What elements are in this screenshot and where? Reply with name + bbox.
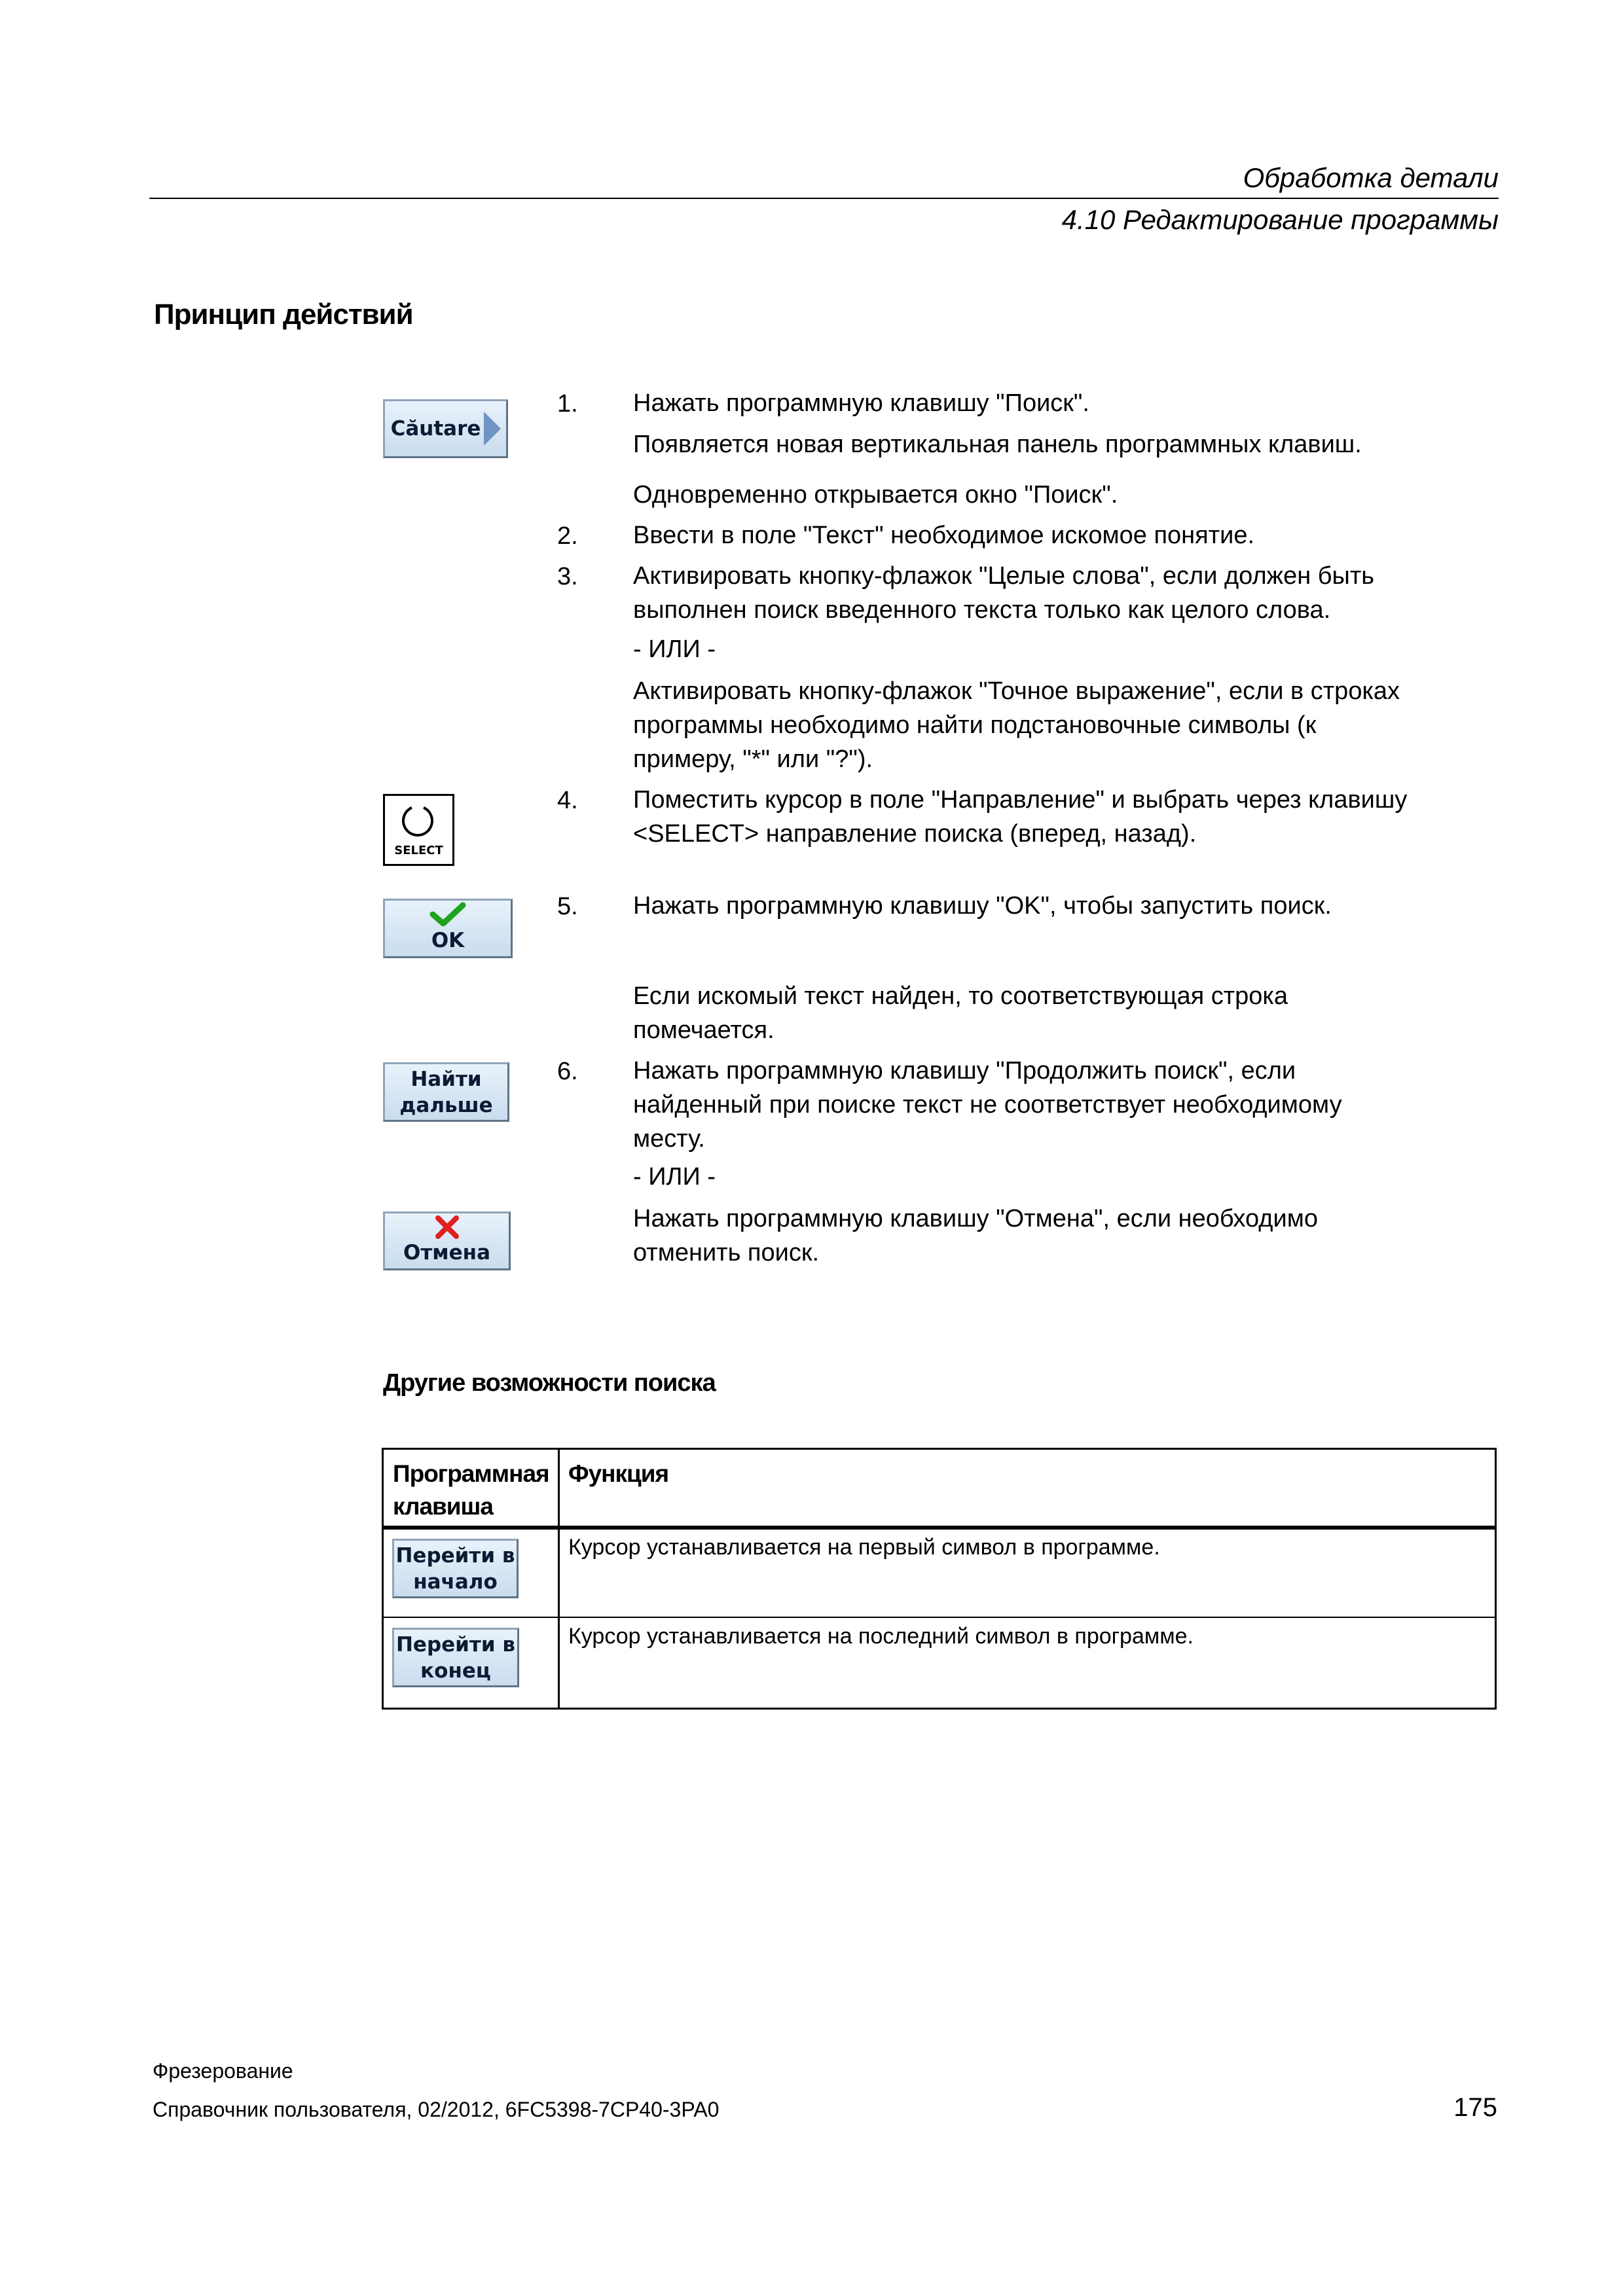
step-text: Появляется новая вертикальная панель программных клавиш. bbox=[633, 431, 1362, 458]
step-number: 2. bbox=[557, 522, 578, 550]
select-key-label: SELECT bbox=[394, 844, 443, 857]
table-cell-description: Курсор устанавливается на первый символ в программе. bbox=[568, 1535, 1160, 1560]
footer-manual-info: Справочник пользователя, 02/2012, 6FC5398-7CP40-3PA0 bbox=[153, 2098, 720, 2121]
checkmark-icon bbox=[429, 901, 467, 927]
ok-softkey-label: OK bbox=[431, 929, 465, 952]
step-text: Нажать программную клавишу "Поиск". bbox=[633, 389, 1089, 417]
step-text: Нажать программную клавишу "Продолжить поиск", если найденный при поиске текст не соответствует необходимому месту. bbox=[633, 1057, 1342, 1153]
step-text: Ввести в поле "Текст" необходимое искомое понятие. bbox=[633, 522, 1255, 549]
cancel-softkey-label: Отмена bbox=[403, 1241, 491, 1265]
subsection-heading: Другие возможности поиска bbox=[383, 1369, 716, 1397]
running-header-chapter: Обработка детали bbox=[1243, 162, 1499, 193]
cross-icon bbox=[434, 1215, 460, 1240]
find-next-label-line2: дальше bbox=[399, 1093, 493, 1117]
table-header-softkey: Программная клавиша bbox=[393, 1460, 549, 1520]
table-row-divider bbox=[384, 1617, 1495, 1618]
step-number: 5. bbox=[557, 893, 578, 920]
select-circle-icon bbox=[401, 804, 435, 838]
step-text: Поместить курсор в поле "Направление" и выбрать через клавишу <SELECT> направление поиска (вперед, назад). bbox=[633, 786, 1408, 848]
step-text: Активировать кнопку-флажок "Целые слова", если должен быть выполнен поиск введенного текста только как целого слова. bbox=[633, 562, 1375, 624]
ok-softkey[interactable] bbox=[383, 899, 513, 958]
step-text: Если искомый текст найден, то соответствующая строка помечается. bbox=[633, 982, 1288, 1044]
step-text: Нажать программную клавишу "Отмена", если необходимо отменить поиск. bbox=[633, 1205, 1318, 1266]
find-next-softkey[interactable] bbox=[383, 1062, 509, 1122]
running-header-section: 4.10 Редактирование программы bbox=[1061, 204, 1499, 235]
go-to-start-softkey[interactable]: Перейти в начало bbox=[392, 1539, 519, 1598]
select-key[interactable] bbox=[383, 794, 454, 866]
or-separator: - ИЛИ - bbox=[633, 1163, 716, 1191]
step-number: 1. bbox=[557, 390, 578, 418]
table-header-function: Функция bbox=[568, 1460, 669, 1487]
cancel-softkey[interactable] bbox=[383, 1211, 511, 1270]
page-number: 175 bbox=[1453, 2093, 1497, 2122]
section-heading: Принцип действий bbox=[154, 298, 413, 331]
arrow-right-icon bbox=[484, 412, 501, 446]
table-cell-description: Курсор устанавливается на последний символ в программе. bbox=[568, 1624, 1194, 1649]
step-text: Активировать кнопку-флажок "Точное выражение", если в строках программы необходимо найти подстановочные символы (к примеру, "*" или "?"). bbox=[633, 677, 1400, 773]
table-header-divider bbox=[384, 1526, 1495, 1530]
search-softkey[interactable] bbox=[383, 399, 508, 458]
find-next-label-line1: Найти bbox=[410, 1067, 482, 1091]
header-rule bbox=[149, 198, 1499, 199]
footer-product: Фрезерование bbox=[153, 2059, 293, 2083]
step-number: 3. bbox=[557, 563, 578, 590]
step-text: Нажать программную клавишу "OK", чтобы запустить поиск. bbox=[633, 892, 1332, 920]
search-softkey-label: Căutare bbox=[390, 417, 481, 440]
table-column-divider bbox=[558, 1450, 560, 1708]
search-options-table bbox=[382, 1448, 1497, 1710]
step-number: 4. bbox=[557, 787, 578, 814]
or-separator: - ИЛИ - bbox=[633, 636, 716, 663]
go-to-end-softkey[interactable]: Перейти в конец bbox=[392, 1628, 519, 1687]
step-number: 6. bbox=[557, 1058, 578, 1085]
step-text: Одновременно открывается окно "Поиск". bbox=[633, 481, 1118, 509]
